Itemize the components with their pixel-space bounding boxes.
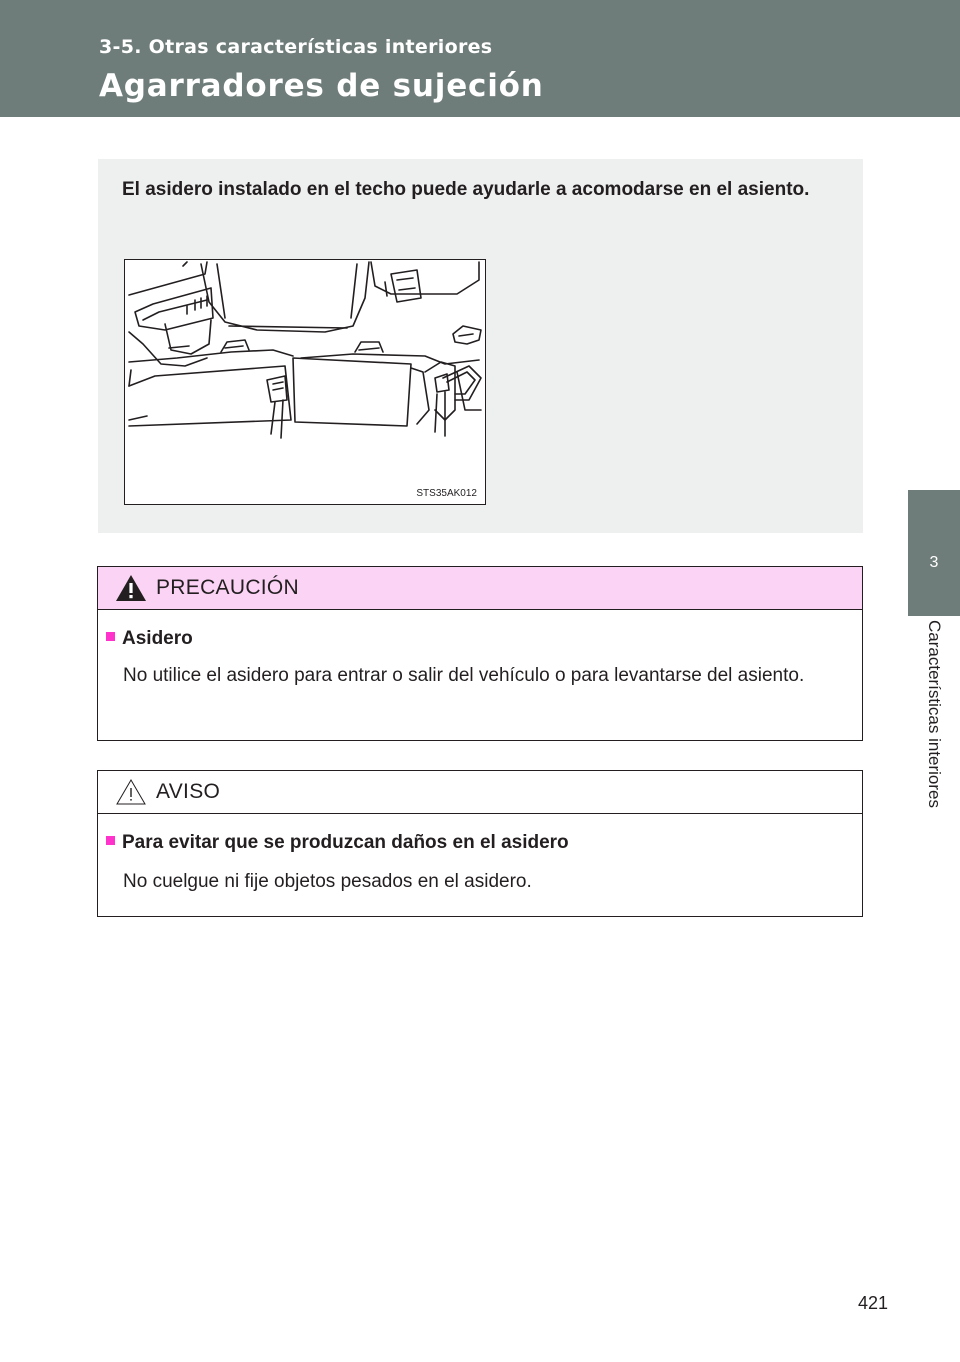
vehicle-ceiling-drawing: [125, 260, 485, 504]
notice-body: No cuelgue ni fije objetos pesados en el asidero.: [123, 871, 532, 892]
intro-box: [98, 159, 863, 533]
figure-code: STS35AK012: [416, 488, 477, 499]
notice-subheading: [106, 832, 569, 854]
intro-text: El asidero instalado en el techo puede ayudarle a acomodarse en el asiento.: [122, 179, 810, 200]
warning-triangle-icon: [115, 573, 147, 603]
caution-subheading-text: Asidero: [122, 628, 193, 649]
notice-box: [97, 770, 863, 917]
page-number: 421: [858, 1293, 889, 1313]
caution-subheading: [106, 628, 193, 650]
notice-heading: AVISO: [156, 780, 221, 803]
square-bullet-icon: [106, 632, 115, 641]
notice-header: [98, 771, 862, 814]
chapter-label: Características interiores: [925, 620, 944, 809]
chapter-tab: [908, 490, 960, 616]
caution-body: No utilice el asidero para entrar o salir del vehículo o para levantarse del asiento.: [123, 665, 805, 686]
caution-header: [98, 567, 862, 610]
caution-heading: PRECAUCIÓN: [156, 576, 300, 599]
header-bar: [0, 0, 960, 117]
caution-box: [97, 566, 863, 741]
section-title: 3-5. Otras características interiores: [99, 36, 493, 58]
warning-outline-icon: [115, 777, 147, 807]
notice-subheading-text: Para evitar que se produzcan daños en el asidero: [122, 832, 569, 853]
page-title: Agarradores de sujeción: [99, 68, 544, 104]
square-bullet-icon: [106, 836, 115, 845]
grab-handle-illustration: [124, 259, 486, 505]
chapter-number: 3: [929, 554, 939, 571]
